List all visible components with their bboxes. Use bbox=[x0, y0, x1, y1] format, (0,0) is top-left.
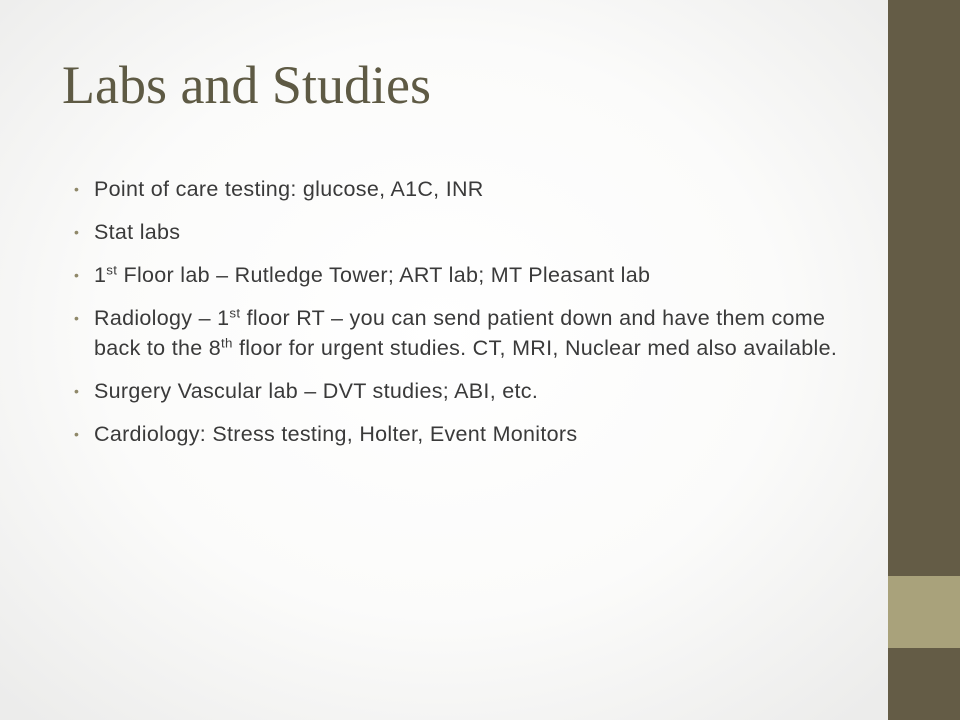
bullet-text bbox=[94, 306, 837, 360]
bullet-text bbox=[94, 379, 538, 403]
bullet-dot-icon: • bbox=[74, 426, 80, 442]
bullet-run: Cardiology: Stress testing, Holter, Event Monitors bbox=[94, 422, 578, 446]
bullet-item bbox=[74, 174, 844, 204]
bullet-run: floor for urgent studies. CT, MRI, Nuclear med also available. bbox=[232, 336, 838, 360]
bullet-superscript: th bbox=[221, 335, 233, 351]
bullet-run: 1 bbox=[94, 263, 107, 287]
bullet-text bbox=[94, 263, 650, 287]
slide-title: Labs and Studies bbox=[62, 55, 431, 115]
bullet-text bbox=[94, 220, 180, 244]
bullet-run: Stat labs bbox=[94, 220, 181, 244]
side-decor-accent-block bbox=[888, 576, 960, 648]
bullet-superscript: st bbox=[229, 305, 241, 321]
bullet-dot-icon: • bbox=[74, 267, 80, 283]
bullet-item bbox=[74, 376, 844, 406]
bullet-superscript: st bbox=[106, 262, 118, 278]
bullet-item bbox=[74, 260, 844, 290]
bullet-text bbox=[94, 177, 484, 201]
bullet-dot-icon: • bbox=[74, 181, 80, 197]
bullet-dot-icon: • bbox=[74, 383, 80, 399]
bullet-run: Floor lab – Rutledge Tower; ART lab; MT Pleasant lab bbox=[117, 263, 651, 287]
bullet-item bbox=[74, 217, 844, 247]
bullet-run: floor RT – you can send patient down and have them come back to the 8 bbox=[94, 306, 826, 360]
bullet-item bbox=[74, 303, 844, 363]
bullet-run: Surgery Vascular lab – DVT studies; ABI, etc. bbox=[94, 379, 539, 403]
bullet-list bbox=[74, 174, 844, 462]
bullet-run: Point of care testing: glucose, A1C, INR bbox=[94, 177, 484, 201]
bullet-text bbox=[94, 422, 577, 446]
bullet-dot-icon: • bbox=[74, 310, 80, 326]
bullet-dot-icon: • bbox=[74, 224, 80, 240]
bullet-item bbox=[74, 419, 844, 449]
bullet-run: Radiology – 1 bbox=[94, 306, 230, 330]
